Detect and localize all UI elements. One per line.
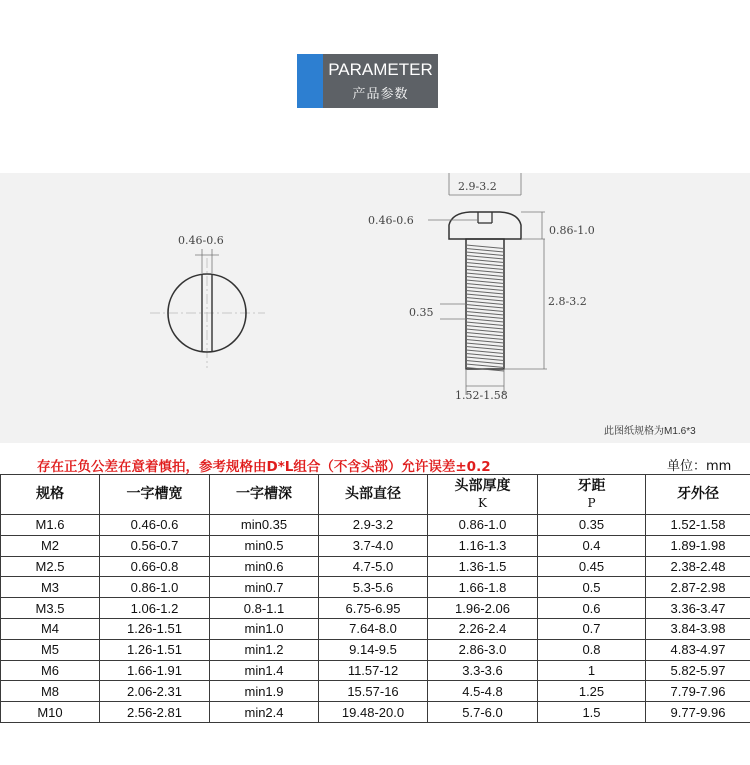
table-cell: 5.7-6.0 (428, 702, 538, 723)
table-cell: 0.35 (538, 515, 646, 536)
badge-title: PARAMETER (328, 60, 433, 79)
thread-line (466, 329, 504, 336)
table-cell: M8 (1, 681, 100, 702)
unit-label: 单位：mm (667, 459, 732, 474)
table-cell: 0.56-0.7 (100, 535, 210, 556)
table-cell: 2.26-2.4 (428, 618, 538, 639)
table-cell: min0.6 (210, 556, 319, 577)
table-cell: min0.35 (210, 515, 319, 536)
thread-line (466, 343, 504, 350)
table-cell: 0.8-1.1 (210, 598, 319, 619)
column-header-symbol: P (587, 495, 596, 510)
spec-table-body (1, 515, 750, 723)
column-header (428, 475, 538, 515)
table-cell: 11.57-12 (319, 660, 428, 681)
table-cell: 0.5 (538, 577, 646, 598)
table-cell: 15.57-16 (319, 681, 428, 702)
column-header-label: 一字槽深 (236, 486, 292, 502)
thread-line (466, 322, 504, 329)
table-cell: 1.06-1.2 (100, 598, 210, 619)
parameter-badge (297, 54, 438, 108)
table-row (1, 556, 750, 577)
table-cell: 9.77-9.96 (646, 702, 750, 723)
table-cell: min1.9 (210, 681, 319, 702)
table-cell: 4.7-5.0 (319, 556, 428, 577)
table-cell: 7.79-7.96 (646, 681, 750, 702)
column-header-label: 规格 (36, 486, 64, 502)
side-slot-width-label: 0.46-0.6 (368, 214, 414, 227)
column-header-label: 头部直径 (345, 486, 401, 502)
spec-table (0, 474, 750, 723)
table-cell: 9.14-9.5 (319, 639, 428, 660)
table-cell: 3.84-3.98 (646, 618, 750, 639)
table-cell: 1.26-1.51 (100, 618, 210, 639)
table-cell: 5.3-5.6 (319, 577, 428, 598)
table-row (1, 598, 750, 619)
table-cell: 1.5 (538, 702, 646, 723)
technical-drawing (0, 173, 750, 443)
table-cell: 2.06-2.31 (100, 681, 210, 702)
table-row (1, 535, 750, 556)
table-cell: min1.4 (210, 660, 319, 681)
table-row (1, 618, 750, 639)
table-cell: 0.66-0.8 (100, 556, 210, 577)
table-cell: 0.4 (538, 535, 646, 556)
thread-line (466, 301, 504, 308)
screw-threads (466, 245, 504, 371)
table-cell: 2.87-2.98 (646, 577, 750, 598)
table-cell: M6 (1, 660, 100, 681)
header-row (1, 475, 750, 515)
table-cell: M5 (1, 639, 100, 660)
table-cell: 1.16-1.3 (428, 535, 538, 556)
table-cell: 0.45 (538, 556, 646, 577)
column-header-label: 牙距 (577, 477, 606, 494)
column-header (210, 475, 319, 515)
badge-accent-stripe (297, 54, 323, 108)
table-cell: 1.25 (538, 681, 646, 702)
head-height-label: 0.86-1.0 (549, 224, 595, 237)
thread-line (466, 357, 504, 364)
table-cell: 1.66-1.8 (428, 577, 538, 598)
table-cell: 2.9-3.2 (319, 515, 428, 536)
side-view (428, 173, 547, 395)
table-row (1, 577, 750, 598)
column-header-symbol: K (478, 495, 487, 510)
table-cell: min1.0 (210, 618, 319, 639)
screw-head-profile (449, 212, 521, 239)
table-cell: 2.38-2.48 (646, 556, 750, 577)
table-row (1, 660, 750, 681)
table-cell: 1.52-1.58 (646, 515, 750, 536)
table-cell: 0.46-0.6 (100, 515, 210, 536)
tolerance-notice: 存在正负公差在意着慎拍，参考规格由D*L组合（不含头部）允许误差±0.2 (37, 459, 491, 475)
table-cell: min1.2 (210, 639, 319, 660)
column-header-label: 头部厚度 (454, 477, 511, 494)
table-cell: 3.3-3.6 (428, 660, 538, 681)
thread-line (466, 259, 504, 266)
table-cell: M2 (1, 535, 100, 556)
table-row (1, 639, 750, 660)
table-cell: 4.5-4.8 (428, 681, 538, 702)
table-cell: M3.5 (1, 598, 100, 619)
thread-line (466, 266, 504, 273)
thread-line (466, 280, 504, 287)
table-cell: M10 (1, 702, 100, 723)
table-cell: 4.83-4.97 (646, 639, 750, 660)
column-header (100, 475, 210, 515)
table-cell: 0.86-1.0 (428, 515, 538, 536)
table-row (1, 681, 750, 702)
column-header-label: 一字槽宽 (126, 486, 183, 502)
table-row (1, 702, 750, 723)
table-cell: 1.26-1.51 (100, 639, 210, 660)
table-cell: min2.4 (210, 702, 319, 723)
badge-subtitle: 产品参数 (352, 87, 409, 102)
thread-line (466, 294, 504, 301)
table-cell: M1.6 (1, 515, 100, 536)
thread-line (466, 364, 504, 371)
table-cell: min0.5 (210, 535, 319, 556)
table-cell: 1.36-1.5 (428, 556, 538, 577)
thread-line (466, 245, 504, 252)
column-header (538, 475, 646, 515)
table-row (1, 515, 750, 536)
table-cell: 1.89-1.98 (646, 535, 750, 556)
table-cell: M2.5 (1, 556, 100, 577)
thread-diameter-label: 1.52-1.58 (455, 389, 508, 402)
length-label: 2.8-3.2 (548, 295, 587, 308)
table-cell: 0.7 (538, 618, 646, 639)
table-cell: min0.7 (210, 577, 319, 598)
table-cell: 3.36-3.47 (646, 598, 750, 619)
column-header (319, 475, 428, 515)
table-cell: 2.86-3.0 (428, 639, 538, 660)
pitch-label: 0.35 (409, 306, 434, 319)
head-diameter-label: 2.9-3.2 (458, 180, 497, 193)
table-cell: 0.86-1.0 (100, 577, 210, 598)
table-cell: 2.56-2.81 (100, 702, 210, 723)
thread-line (466, 350, 504, 357)
table-cell: 19.48-20.0 (319, 702, 428, 723)
thread-line (466, 315, 504, 322)
drawing-spec-note: 此图纸规格为M1.6*3 (604, 426, 696, 437)
table-cell: 1 (538, 660, 646, 681)
thread-line (466, 308, 504, 315)
thread-line (466, 287, 504, 294)
table-cell: 0.8 (538, 639, 646, 660)
table-cell: 3.7-4.0 (319, 535, 428, 556)
table-cell: M4 (1, 618, 100, 639)
thread-line (466, 336, 504, 343)
table-cell: 0.6 (538, 598, 646, 619)
screw-drawing-svg (0, 173, 750, 443)
table-cell: 5.82-5.97 (646, 660, 750, 681)
column-header (1, 475, 100, 515)
table-cell: 6.75-6.95 (319, 598, 428, 619)
top-view (150, 249, 265, 368)
badge-box (323, 54, 438, 108)
table-cell: 7.64-8.0 (319, 618, 428, 639)
table-cell: 1.96-2.06 (428, 598, 538, 619)
column-header-label: 牙外径 (677, 486, 719, 502)
thread-line (466, 252, 504, 259)
table-cell: M3 (1, 577, 100, 598)
spec-table-header (1, 475, 750, 515)
thread-line (466, 273, 504, 280)
top-slot-width-label: 0.46-0.6 (178, 234, 224, 247)
table-cell: 1.66-1.91 (100, 660, 210, 681)
column-header (646, 475, 750, 515)
